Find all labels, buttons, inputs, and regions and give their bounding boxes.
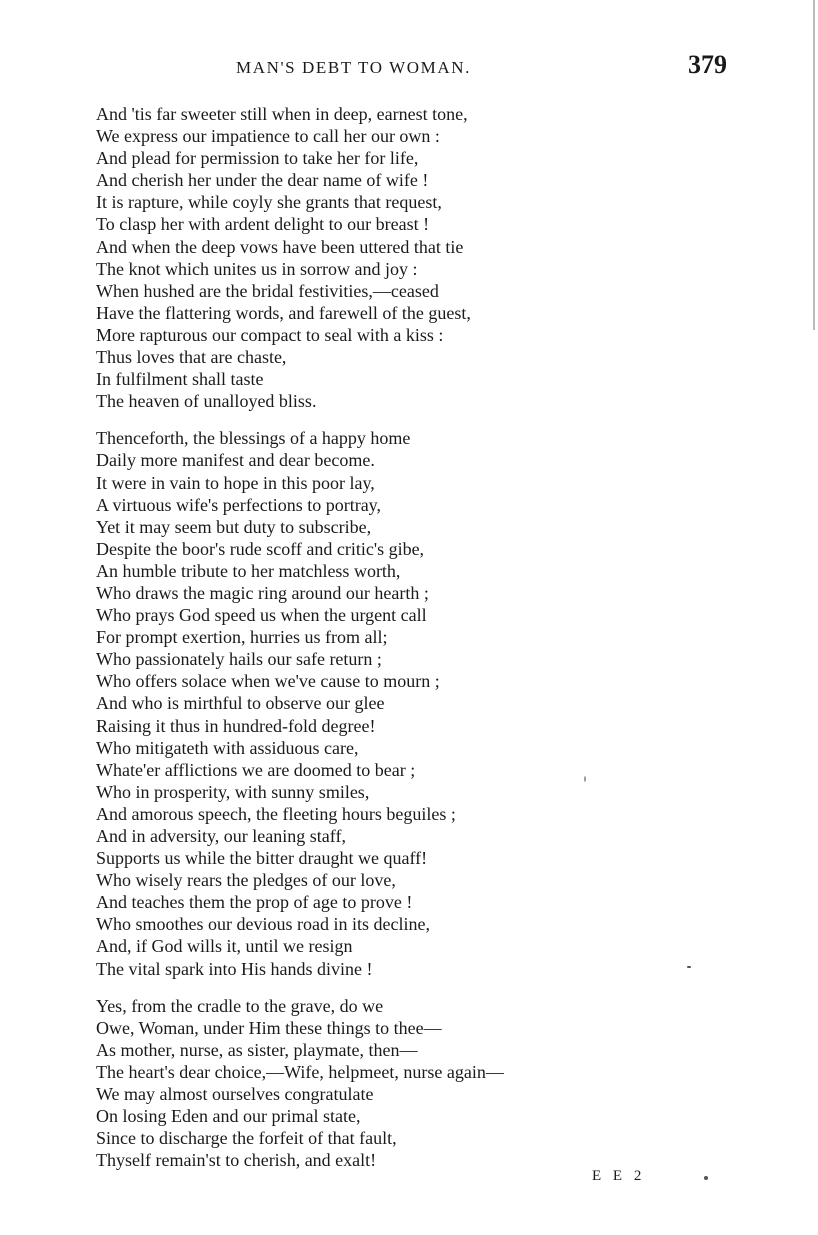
signature-mark: E E 2: [592, 1168, 646, 1184]
poem-line: And when the deep vows have been uttered that tie: [96, 236, 464, 257]
poem-line: Who wisely rears the pledges of our love,: [96, 870, 396, 891]
poem-line: Yes, from the cradle to the grave, do we: [96, 995, 384, 1016]
poem-line: Who offers solace when we've cause to mourn ;: [96, 671, 440, 692]
poem-line: Who mitigateth with assiduous care,: [96, 737, 359, 758]
poem-line: As mother, nurse, as sister, playmate, then—: [96, 1039, 418, 1060]
poem-line: And who is mirthful to observe our glee: [96, 693, 385, 714]
poem-line: And teaches them the prop of age to prove !: [96, 892, 413, 913]
print-speck: [704, 1176, 708, 1180]
print-speck: [687, 966, 691, 968]
poem-line: And, if God wills it, until we resign: [96, 936, 353, 957]
poem-body: [96, 103, 696, 1171]
print-speck: [584, 776, 586, 782]
poem-line: Who passionately hails our safe return ;: [96, 649, 382, 670]
poem-line: And 'tis far sweeter still when in deep, earnest tone,: [96, 104, 468, 124]
poem-line: And amorous speech, the fleeting hours beguiles ;: [96, 803, 456, 824]
poem-line: A virtuous wife's perfections to portray,: [96, 494, 382, 515]
poem-line: The vital spark into His hands divine !: [96, 958, 373, 979]
poem-line: Despite the boor's rude scoff and critic's gibe,: [96, 538, 425, 559]
poem-line: Raising it thus in hundred-fold degree!: [96, 715, 376, 736]
poem-line: For prompt exertion, hurries us from all;: [96, 627, 388, 648]
poem-line: Thyself remain'st to cherish, and exalt!: [96, 1150, 377, 1171]
poem-line: And plead for permission to take her for life,: [96, 148, 419, 169]
poem-line: We express our impatience to call her our own :: [96, 126, 440, 147]
poem-line: In fulfilment shall taste: [96, 369, 264, 390]
running-title: MAN'S DEBT TO WOMAN.: [236, 58, 471, 77]
poem-line: The knot which unites us in sorrow and joy :: [96, 258, 418, 279]
poem-line: The heart's dear choice,—Wife, helpmeet, nurse again—: [96, 1061, 504, 1082]
poem-line: Yet it may seem but duty to subscribe,: [96, 516, 372, 537]
poem-line: Supports us while the bitter draught we quaff!: [96, 848, 428, 869]
stanza-2: [96, 427, 696, 979]
poem-line: Who smoothes our devious road in its decline,: [96, 914, 430, 935]
poem-line: To clasp her with ardent delight to our breast !: [96, 214, 430, 235]
poem-line: Daily more manifest and dear become.: [96, 450, 375, 471]
poem-line: When hushed are the bridal festivities,—ceased: [96, 280, 439, 301]
poem-line: It were in vain to hope in this poor lay,: [96, 472, 375, 493]
poem-line: And cherish her under the dear name of wife !: [96, 170, 429, 191]
poem-line: Who in prosperity, with sunny smiles,: [96, 781, 370, 802]
poem-line: We may almost ourselves congratulate: [96, 1084, 374, 1105]
page-number: 379: [688, 50, 727, 79]
poem-line: It is rapture, while coyly she grants that request,: [96, 192, 442, 213]
poem-line: And in adversity, our leaning staff,: [96, 826, 346, 846]
poem-line: Who draws the magic ring around our hearth ;: [96, 582, 429, 603]
poem-line: Whate'er afflictions we are doomed to bear ;: [96, 759, 416, 780]
poem-line: The heaven of unalloyed bliss.: [96, 391, 317, 412]
poem-line: Since to discharge the forfeit of that fault,: [96, 1128, 397, 1149]
poem-line: Thenceforth, the blessings of a happy home: [96, 428, 411, 449]
poem-line: On losing Eden and our primal state,: [96, 1106, 361, 1127]
stanza-3: [96, 995, 696, 1172]
page-edge-rule: [813, 0, 815, 330]
poem-line: Thus loves that are chaste,: [96, 347, 287, 368]
poem-line: An humble tribute to her matchless worth,: [96, 560, 401, 581]
poem-line: More rapturous our compact to seal with a kiss :: [96, 324, 444, 345]
poem-line: Owe, Woman, under Him these things to thee—: [96, 1017, 442, 1038]
stanza-1: [96, 103, 696, 412]
poem-line: Have the flattering words, and farewell of the guest,: [96, 302, 471, 323]
poem-line: Who prays God speed us when the urgent call: [96, 605, 427, 626]
